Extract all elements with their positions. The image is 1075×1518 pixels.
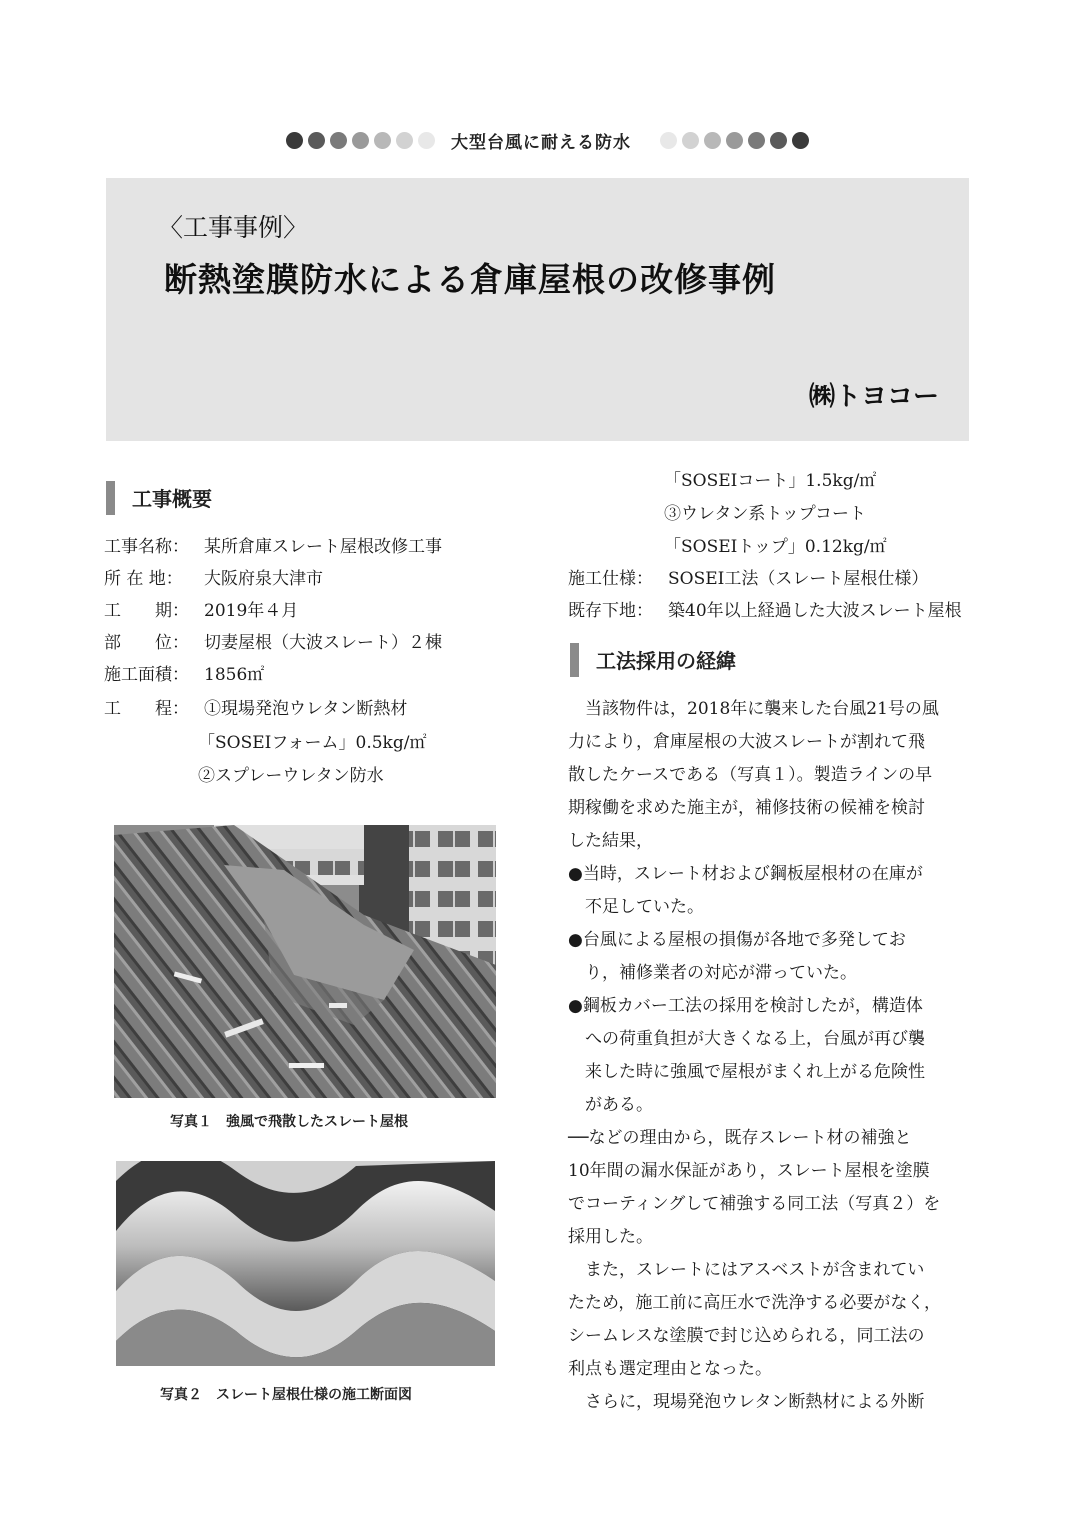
bullet-line: り，補修業者の対応が滞っていた。: [568, 963, 857, 983]
body-line: 10年間の漏水保証があり，スレート屋根を塗膜: [568, 1161, 930, 1181]
overview-row: 部 位： 切妻屋根（大波スレート）２棟: [104, 633, 442, 653]
bullet-line: 不足していた。: [568, 897, 704, 917]
body-line: また，スレートにはアスベストが含まれてい: [568, 1260, 925, 1280]
section-heading-text: 工法採用の経緯: [596, 649, 736, 673]
section-heading-overview: [106, 481, 526, 515]
overview-row: 所 在 地： 大阪府泉大津市: [104, 569, 323, 589]
bullet-line: ●鋼板カバー工法の採用を検討したが，構造体: [568, 996, 923, 1016]
body-line: 散したケースである（写真１）。製造ラインの早: [568, 765, 933, 785]
dot-icon: [660, 132, 677, 149]
bullet-line: への荷重負担が大きくなる上，台風が再び襲: [568, 1029, 925, 1049]
bullet-line: 来した時に強風で屋根がまくれ上がる危険性: [568, 1062, 925, 1082]
dot-icon: [308, 132, 325, 149]
dot-icon: [396, 132, 413, 149]
body-line: ──などの理由から，既存スレート材の補強と: [568, 1128, 912, 1148]
series-title: 大型台風に耐える防水: [451, 133, 631, 153]
heading-bar: [570, 643, 579, 677]
section-photo-illustration: [116, 1161, 495, 1366]
overview-row: 工 程： ①現場発泡ウレタン断熱材: [104, 699, 408, 719]
roof-photo-illustration: [114, 825, 496, 1098]
bullet-line: ●当時，スレート材および鋼板屋根材の在庫が: [568, 864, 923, 884]
overview-row: 施工仕様： SOSEI工法（スレート屋根仕様）: [568, 569, 929, 589]
overview-continuation: 「SOSEIコート」1.5kg/㎡: [664, 471, 877, 491]
article-title: 断熱塗膜防水による倉庫屋根の改修事例: [164, 260, 776, 299]
dot-icon: [770, 132, 787, 149]
title-band: [106, 178, 969, 441]
overview-row: 既存下地： 築40年以上経過した大波スレート屋根: [568, 601, 962, 621]
dot-icon: [704, 132, 721, 149]
overview-row: 工事名称： 某所倉庫スレート屋根改修工事: [104, 537, 442, 557]
dot-icon: [330, 132, 347, 149]
dot-icon: [682, 132, 699, 149]
dot-icon: [374, 132, 391, 149]
photo1-caption: 写真１ 強風で飛散したスレート屋根: [170, 1114, 408, 1130]
body-line: さらに，現場発泡ウレタン断熱材による外断: [568, 1392, 925, 1412]
section-heading-background: [570, 643, 970, 677]
overview-continuation: 「SOSEIフォーム」0.5kg/㎡: [198, 733, 427, 753]
dot-icon: [792, 132, 809, 149]
dot-icon: [418, 132, 435, 149]
photo-damaged-slate-roof: [114, 825, 496, 1098]
author: ㈱トヨコー: [808, 382, 939, 412]
overview-continuation: ③ウレタン系トップコート: [664, 504, 866, 524]
body-line: シームレスな塗膜で封じ込められる，同工法の: [568, 1326, 925, 1346]
overview-continuation: ②スプレーウレタン防水: [198, 766, 384, 786]
body-line: 採用した。: [568, 1227, 653, 1247]
photo2-caption: 写真２ スレート屋根仕様の施工断面図: [160, 1387, 412, 1403]
bullet-line: ●台風による屋根の損傷が各地で多発してお: [568, 930, 906, 950]
body-line: 力により，倉庫屋根の大波スレートが割れて飛: [568, 732, 925, 752]
dot-icon: [726, 132, 743, 149]
body-line: 期稼働を求めた施主が，補修技術の候補を検討: [568, 798, 925, 818]
body-line: 利点も選定理由となった。: [568, 1359, 772, 1379]
dot-icon: [748, 132, 765, 149]
body-line: 当該物件は，2018年に襲来した台風21号の風: [568, 699, 939, 719]
dot-icon: [352, 132, 369, 149]
dot-icon: [286, 132, 303, 149]
bullet-line: がある。: [568, 1095, 653, 1115]
body-line: した結果，: [568, 831, 653, 851]
overview-continuation: 「SOSEIトップ」0.12kg/㎡: [664, 537, 887, 557]
body-line: たため，施工前に高圧水で洗浄する必要がなく，: [568, 1293, 941, 1313]
section-heading-text: 工事概要: [132, 487, 212, 511]
decorative-dots-right: [660, 132, 809, 149]
body-line: でコーティングして補強する同工法（写真２）を: [568, 1194, 941, 1214]
photo-construction-section: [116, 1161, 495, 1366]
series-header: [0, 128, 1075, 154]
overview-row: 施工面積： 1856㎡: [104, 665, 265, 685]
decorative-dots-left: [286, 132, 435, 149]
title-kicker: 〈工事事例〉: [158, 213, 309, 242]
overview-row: 工 期： 2019年４月: [104, 601, 299, 621]
heading-bar: [106, 481, 115, 515]
